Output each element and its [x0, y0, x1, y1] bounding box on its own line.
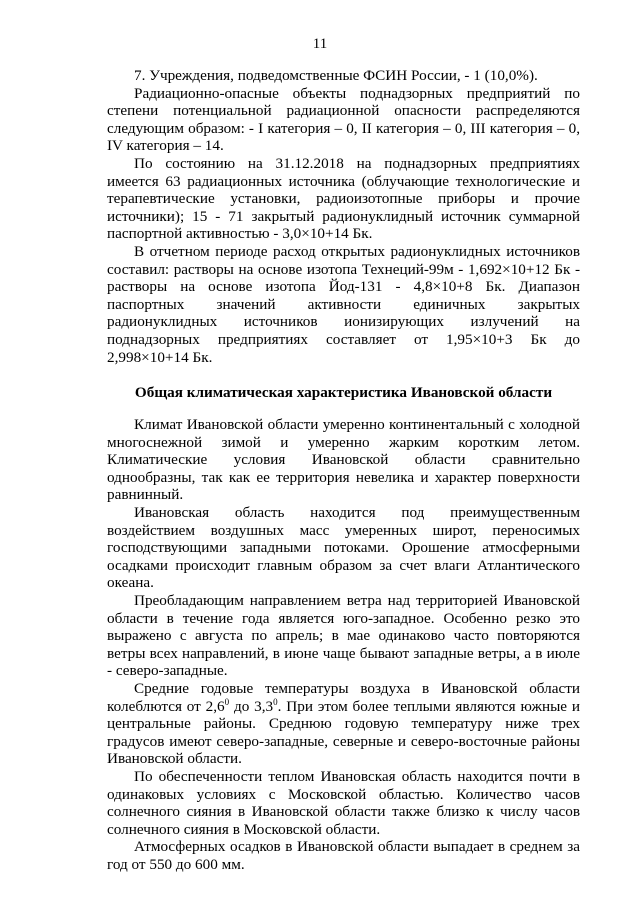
- paragraph-institutions: 7. Учреждения, подведомственные ФСИН России, - 1 (10,0%).: [134, 67, 538, 84]
- paragraph-isotope-consumption: В отчетном периоде расход открытых радионуклидных источников составил: растворы на основе изотопа Технеций-99м - 1,692×10+12 Бк - растворы на основе изотопа Йод-131 - 4,8×10+8 Бк. Диапазон паспортных значений активности единичных закрытых радионуклидных источников ионизирующих излучений на поднадзорных предприятиях составляет от 1,95×10+3 Бк до 2,998×10+14 Бк.: [107, 242, 580, 366]
- paragraph-air-masses: Ивановская область находится под преимущественным воздействием воздушных масс умеренных широт, переносимых господствующими западными потоками. Орошение атмосферными осадками происходит главным образом за счет влаги Атлантического океана.: [107, 504, 580, 592]
- paragraph-precipitation: Атмосферных осадков в Ивановской области выпадает в среднем за год от 550 до 600 мм.: [107, 838, 580, 873]
- section-heading: Общая климатическая характеристика Ивановской области: [134, 384, 553, 402]
- temperature-text-part1: Средние годовые температуры воздуха в Ивановской области колеблются от 2,6: [107, 680, 580, 715]
- paragraph-temperatures: [107, 680, 580, 768]
- paragraph-wind-direction: Преобладающим направлением ветра над территорией Ивановской области в течение года является юго-западное. Особенно резко это выражено с августа по апрель; в мае одинаково часто повторяются ветры всех направлений, в июне чаще бывают западные ветры, а в июле - северо-западные.: [107, 592, 580, 680]
- degree-mark-1: 0: [224, 696, 230, 707]
- page-content: [107, 67, 580, 874]
- paragraph-climate-overview: Климат Ивановской области умеренно континентальный с холодной многоснежной зимой и умеренно жарким коротким летом. Климатические условия Ивановской области сравнительно однообразны, так как ее территория невелика и характер поверхности равнинный.: [107, 416, 580, 504]
- paragraph-hazard-categories: Радиационно-опасные объекты поднадзорных предприятий по степени потенциальной радиационной опасности распределяются следующим образом: - I категория – 0, II категория – 0, III категория – 0, IV категория – 14.: [107, 84, 580, 155]
- degree-mark-2: 0: [273, 696, 278, 707]
- temperature-text-part2: до 3,3: [229, 697, 274, 715]
- paragraph-heat-supply: По обеспеченности теплом Ивановская область находится почти в одинаковых условиях с Московской областью. Количество часов солнечного сияния в Ивановской области также близко к числу часов солнечного сияния в Московской области.: [107, 767, 580, 838]
- temperature-text-part3: . При этом более теплыми являются южные и центральные районы. Среднюю годовую температуру ниже трех градусов имеют северо-западные, северные и северо-восточные районы Ивановской области.: [107, 697, 580, 768]
- page-number: 11: [312, 36, 328, 52]
- paragraph-radiation-sources: По состоянию на 31.12.2018 на поднадзорных предприятиях имеется 63 радиационных источника (облучающие технологические и терапевтические установки, радиоизотопные приборы и прочие источники); 15 - 71 закрытый радионуклидный источник суммарной паспортной активностью - 3,0×10+14 Бк.: [107, 154, 580, 243]
